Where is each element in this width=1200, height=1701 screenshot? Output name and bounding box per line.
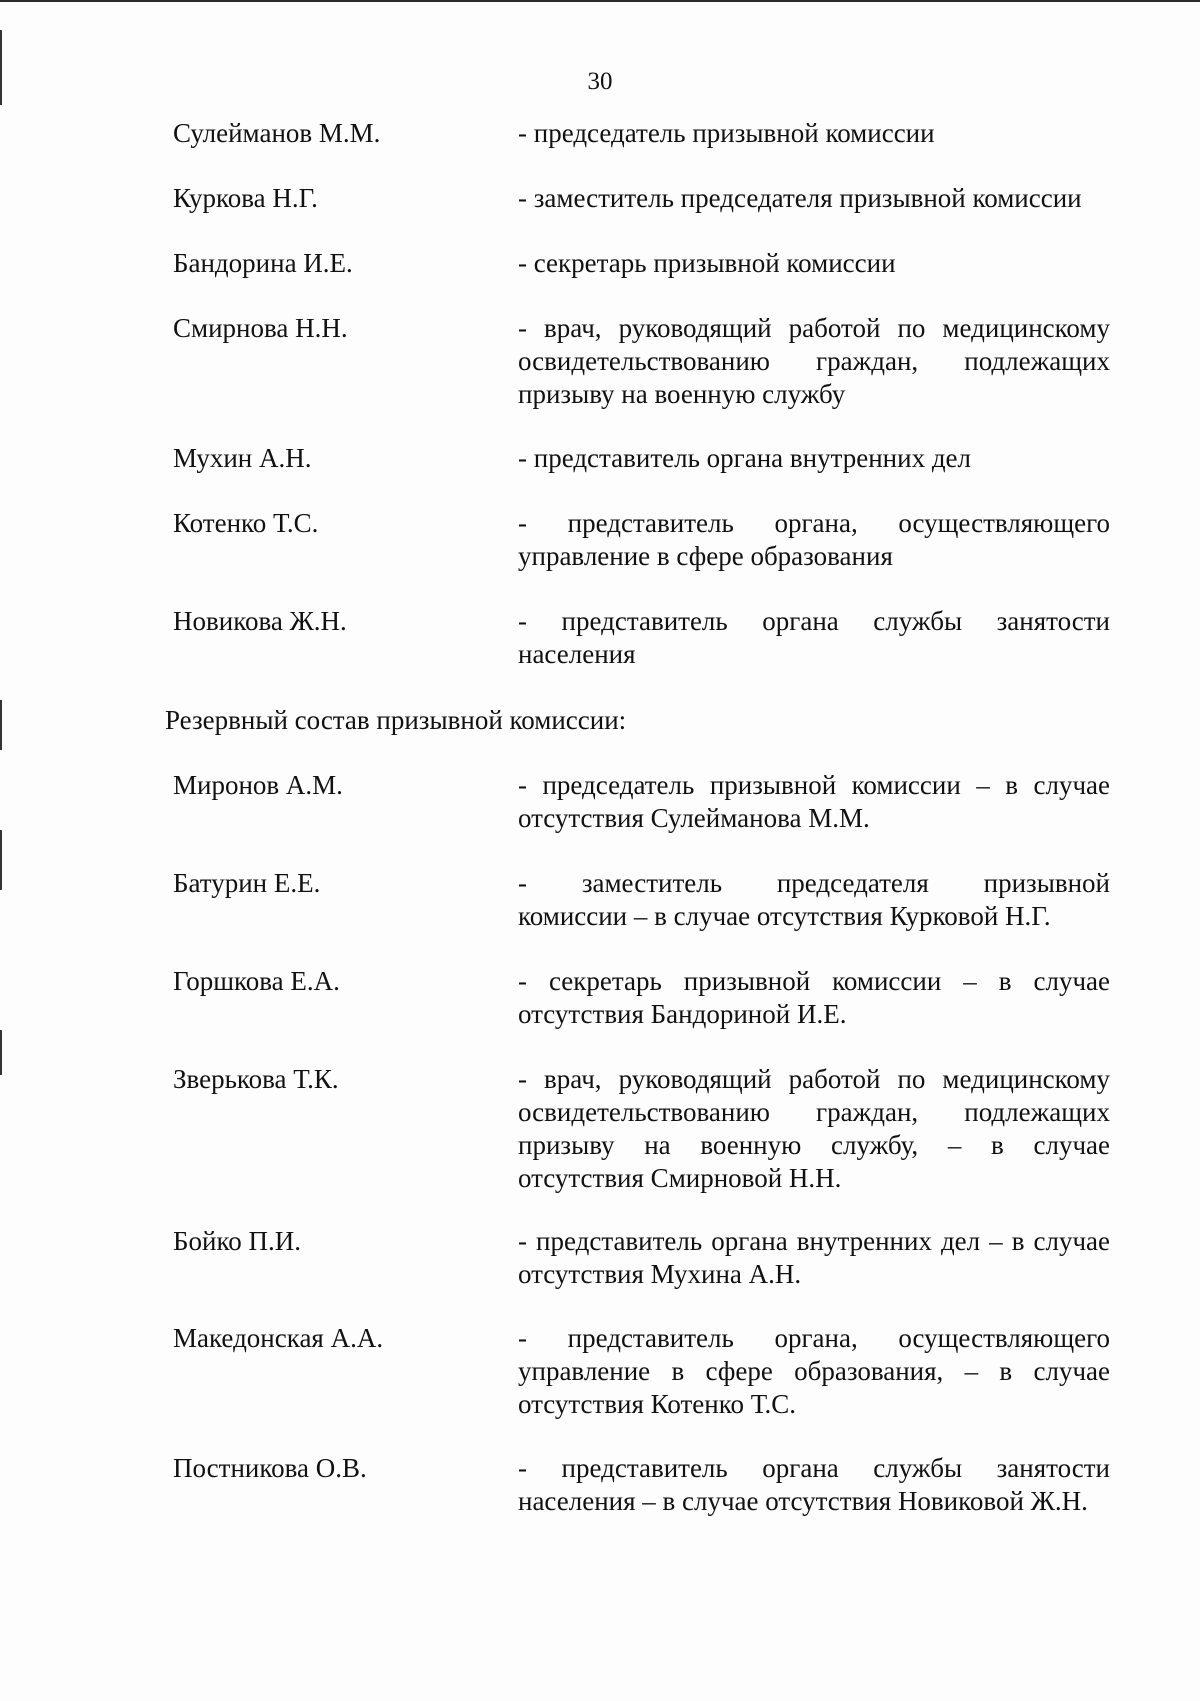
role-line: - представитель органа внутренних дел [518,443,972,473]
scan-edge-left [0,700,2,750]
member-name: Бойко П.И. [173,1226,301,1256]
role-line: - секретарь призывной комиссии – в случае [518,966,1110,996]
scan-edge-top [0,0,1200,2]
member-name: Миронов А.М. [173,770,343,800]
role-line: - представитель органа внутренних дел – в случае [518,1226,1110,1256]
role-line: освидетельствованию граждан, подлежащих [518,1097,1110,1127]
role-line: населения [518,639,636,669]
member-role [518,1322,1110,1421]
member-role [518,312,1110,411]
member-name: Постникова О.В. [173,1453,367,1483]
member-name: Горшкова Е.А. [173,966,340,996]
reserve-heading: Резервный состав призывной комиссии: [165,705,627,735]
scan-edge-left [0,830,2,890]
member-role [518,1063,1110,1195]
role-line: - заместитель председателя призывной комиссии [518,183,1082,213]
member-role [518,507,1110,573]
member-name: Бандорина И.Е. [173,248,353,278]
role-line: - председатель призывной комиссии – в случае [518,770,1110,800]
role-line: - представитель органа службы занятости [518,606,1110,636]
member-name: Новикова Ж.Н. [173,606,347,636]
role-line: - заместитель председателя призывной [518,868,1110,898]
role-line: отсутствия Котенко Т.С. [518,1389,797,1419]
role-line: - врач, руководящий работой по медицинскому [518,1064,1110,1094]
scan-edge-left [0,1030,2,1075]
member-name: Куркова Н.Г. [173,183,318,213]
member-name: Смирнова Н.Н. [173,313,348,343]
role-line: - представитель органа, осуществляющего [518,1323,1110,1353]
member-role [518,867,1110,933]
member-name: Котенко Т.С. [173,508,319,538]
role-line: освидетельствованию граждан, подлежащих [518,346,1110,376]
role-line: комиссии – в случае отсутствия Курковой Н.Г. [518,901,1051,931]
role-line: призыву на военную службу [518,379,846,409]
member-role [518,769,1110,835]
member-role [518,1452,1110,1518]
role-line: отсутствия Сулейманова М.М. [518,803,870,833]
role-line: - врач, руководящий работой по медицинскому [518,313,1110,343]
member-name: Батурин Е.Е. [173,868,321,898]
role-line: - секретарь призывной комиссии [518,248,896,278]
role-line: - председатель призывной комиссии [518,118,935,148]
page-number: 30 [587,68,613,95]
member-role [518,965,1110,1031]
member-role [518,1225,1110,1291]
member-name: Мухин А.Н. [173,443,312,473]
role-line: управление в сфере образования [518,541,893,571]
role-line: - представитель органа службы занятости [518,1453,1110,1483]
role-line: населения – в случае отсутствия Новиковой Ж.Н. [518,1486,1088,1516]
member-role [518,182,1110,215]
member-name: Македонская А.А. [173,1323,384,1353]
role-line: отсутствия Смирновой Н.Н. [518,1163,842,1193]
role-line: призыву на военную службу, – в случае [518,1130,1110,1160]
member-role [518,117,1110,150]
role-line: - представитель органа, осуществляющего [518,508,1110,538]
member-role [518,247,1110,280]
role-line: управление в сфере образования, – в случае [518,1356,1110,1386]
member-name: Сулейманов М.М. [173,118,381,148]
member-role [518,605,1110,671]
member-name: Зверькова Т.К. [173,1064,339,1094]
role-line: отсутствия Бандориной И.Е. [518,999,847,1029]
role-line: отсутствия Мухина А.Н. [518,1259,802,1289]
member-role [518,442,1110,475]
